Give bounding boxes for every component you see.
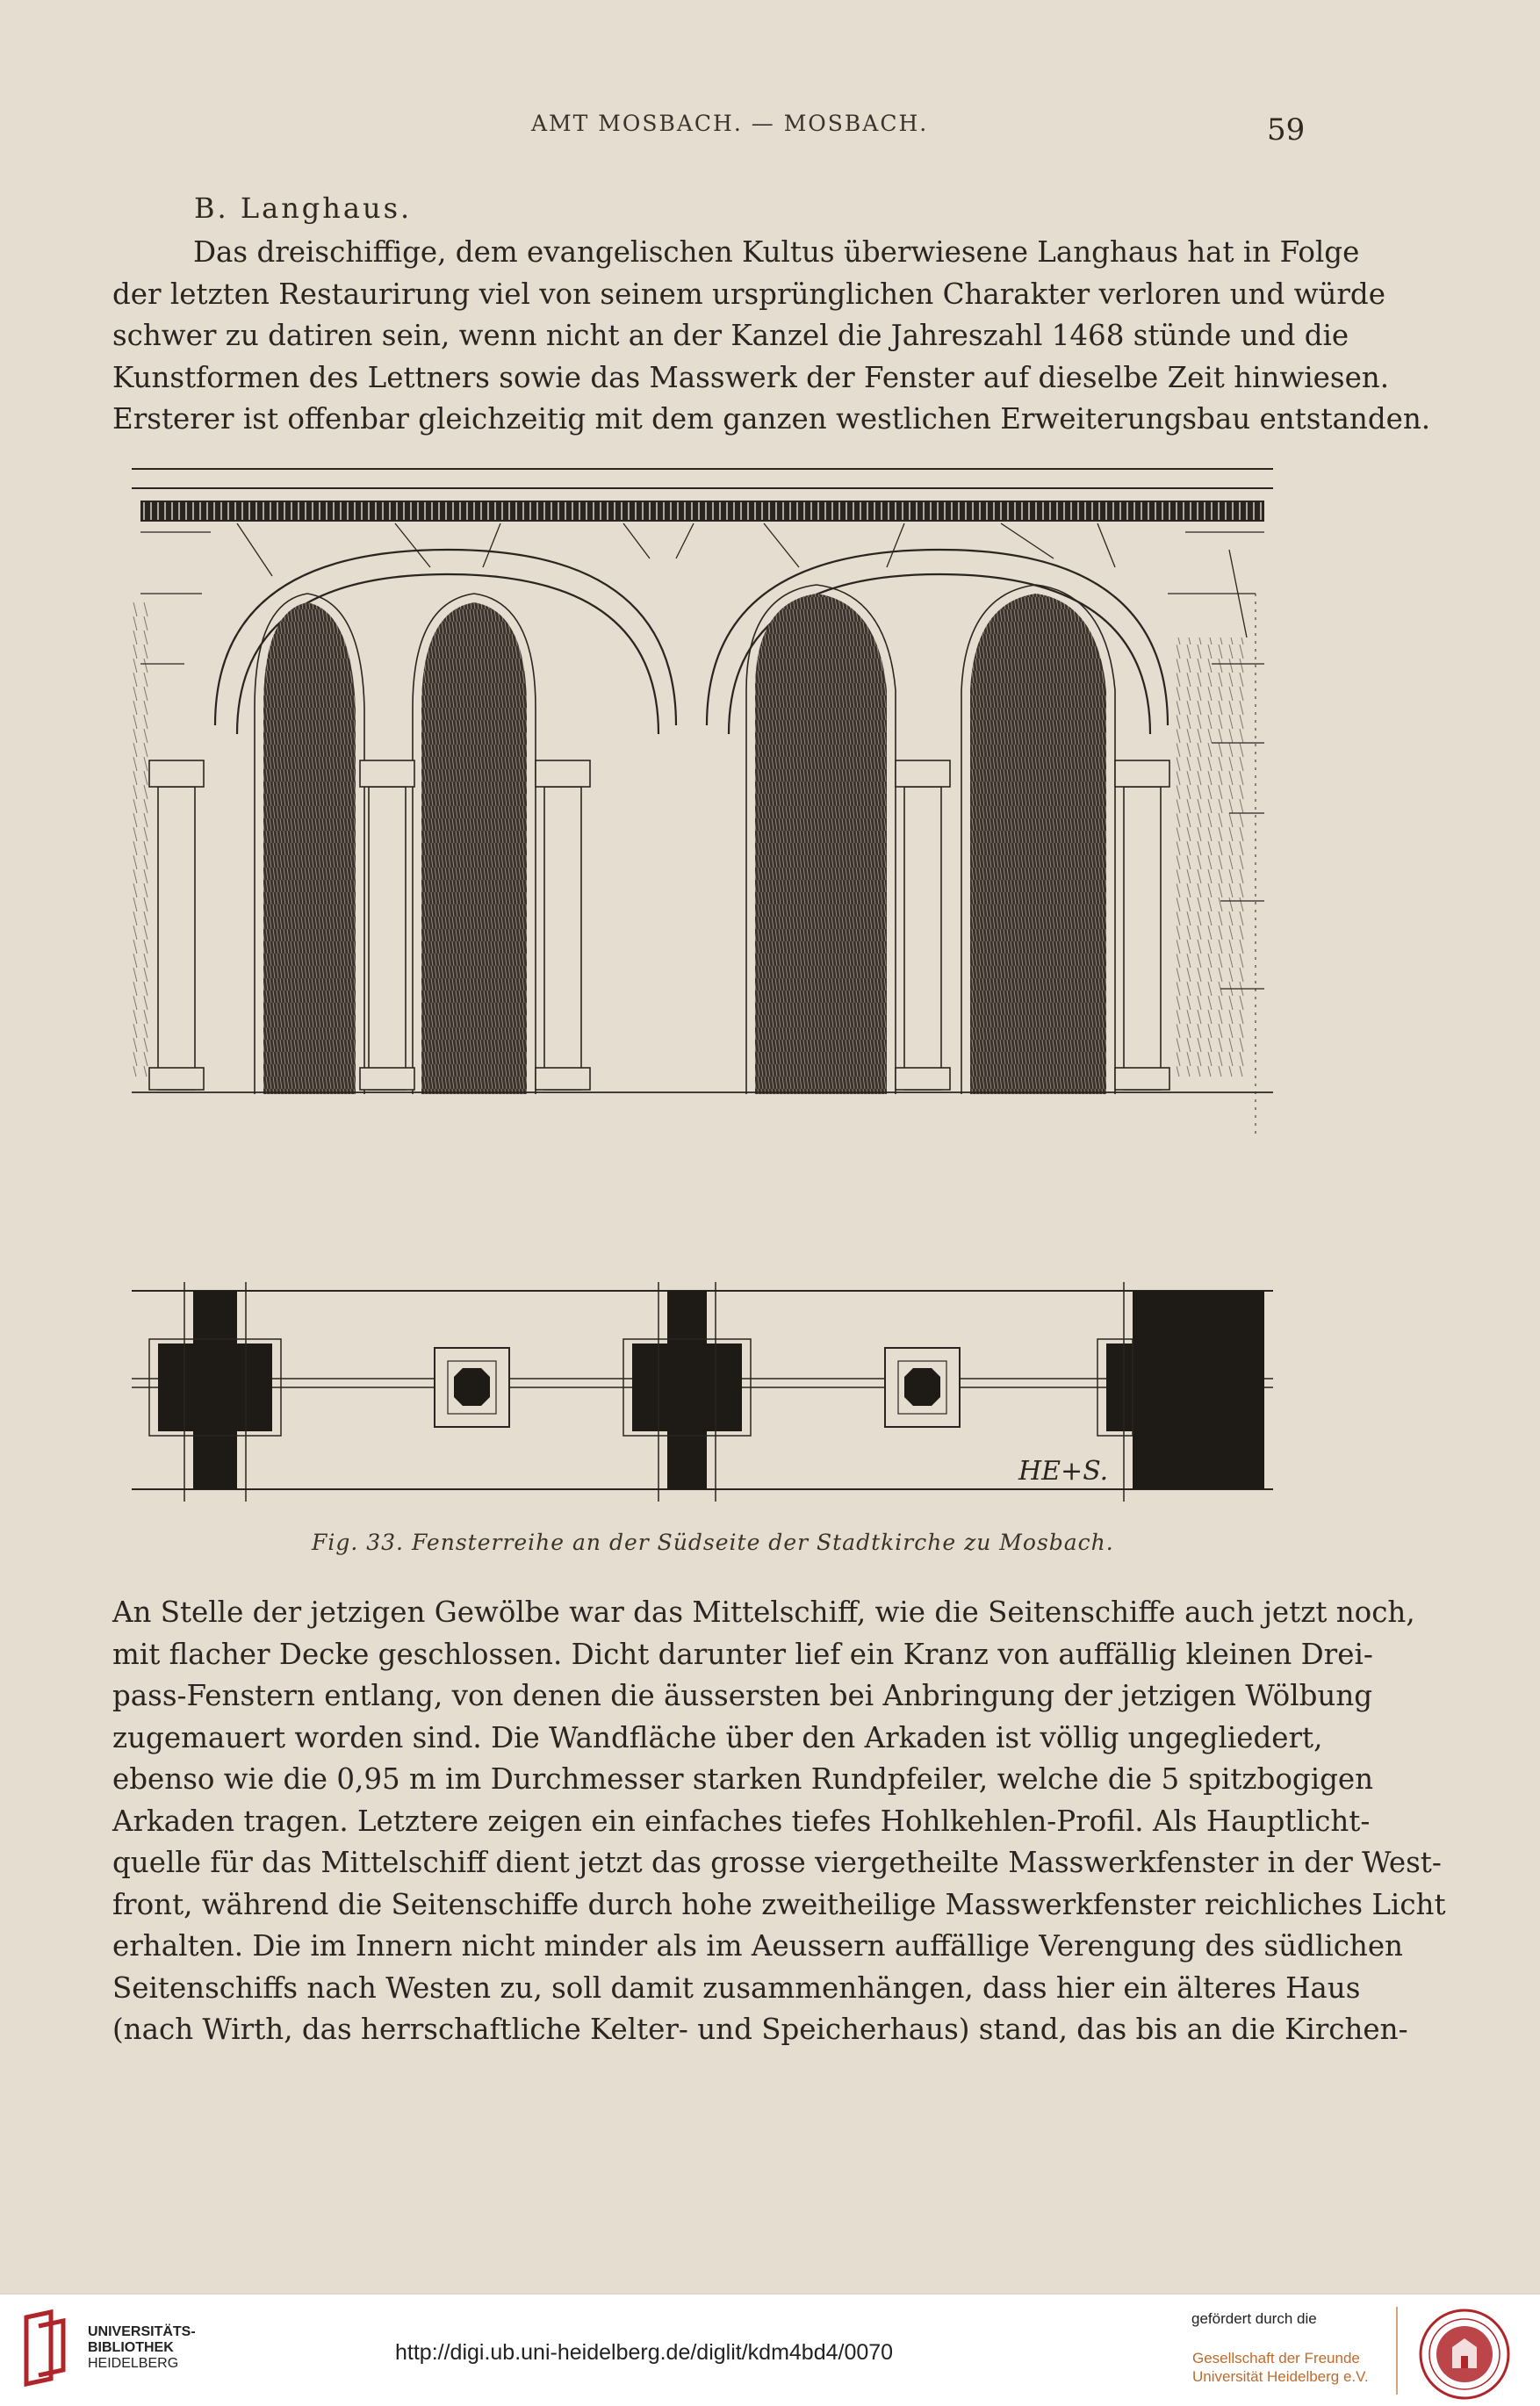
running-head: AMT MOSBACH. — MOSBACH. — [531, 111, 929, 136]
artist-signature: HE+S. — [1018, 1456, 1109, 1487]
library-name-line: UNIVERSITÄTS- — [88, 2324, 196, 2339]
section-heading: B. Langhaus. — [194, 191, 413, 225]
text-line: erhalten. Die im Innern nicht minder als im Aeussern auffällige Verengung des südlichen — [112, 1929, 1403, 1963]
text-line: Das dreischiffige, dem evangelischen Kultus überwiesene Langhaus hat in Folge — [193, 235, 1360, 269]
text-line: zugemauert worden sind. Die Wandfläche über den Arkaden ist völlig ungegliedert, — [112, 1720, 1323, 1754]
text-line: schwer zu datiren sein, wenn nicht an der Kanzel die Jahreszahl 1468 stünde und die — [112, 319, 1349, 352]
text-line: (nach Wirth, das herrschaftliche Kelter- und Speicherhaus) stand, das bis an die Kirchen- — [112, 2013, 1408, 2046]
text-line: Arkaden tragen. Letztere zeigen ein einfaches tiefes Hohlkehlen-Profil. Als Hauptlicht- — [112, 1804, 1371, 1838]
footer-divider — [1396, 2307, 1398, 2395]
sponsor-name-line: Gesellschaft der Freunde — [1192, 2350, 1360, 2366]
window-row-elevation-illustration — [132, 462, 1273, 1147]
library-footer — [0, 2294, 1540, 2406]
text-line: quelle für das Mittelschiff dient jetzt das grosse viergetheilte Masswerkfenster in der West- — [112, 1846, 1442, 1879]
text-line: Seitenschiffs nach Westen zu, soll damit zusammenhängen, dass hier ein älteres Haus — [112, 1970, 1361, 2005]
text-line: pass-Fenstern entlang, von denen die äussersten bei Anbringung der jetzigen Wölbung — [112, 1679, 1373, 1712]
text-line: der letzten Restaurirung viel von seinem ursprünglichen Charakter verloren und würde — [112, 277, 1385, 311]
text-line: An Stelle der jetzigen Gewölbe war das Mittelschiff, wie die Seitenschiffe auch jetzt noch, — [112, 1596, 1415, 1629]
sponsor-name-line: Universität Heidelberg e.V. — [1192, 2368, 1369, 2385]
text-line: Ersterer ist offenbar gleichzeitig mit dem ganzen westlichen Erweiterungsbau entstanden. — [112, 402, 1431, 436]
page-header — [0, 107, 1540, 160]
page-number: 59 — [1267, 112, 1306, 148]
paragraph-intro — [112, 232, 1431, 441]
library-name — [88, 2324, 196, 2372]
text-line: mit flacher Decke geschlossen. Dicht darunter lief ein Kranz von auffällig kleinen Drei- — [112, 1637, 1373, 1671]
text-line: front, während die Seitenschiffe durch hohe zweitheilige Masswerkfenster reichliches Licht — [112, 1887, 1446, 1921]
permalink-url[interactable]: http://digi.ub.uni-heidelberg.de/diglit/kdm4bd4/0070 — [395, 2340, 894, 2365]
text-line: Kunstformen des Lettners sowie das Masswerk der Fenster auf dieselbe Zeit hinwiesen. — [112, 360, 1390, 394]
paragraph-main — [112, 1592, 1446, 2051]
window-row-plan-illustration — [132, 1282, 1273, 1502]
library-name-line: BIBLIOTHEK — [88, 2340, 174, 2355]
figure-caption: Fig. 33. Fensterreihe an der Südseite der Stadtkirche zu Mosbach. — [312, 1530, 1114, 1555]
university-seal-icon[interactable] — [1417, 2307, 1512, 2402]
university-library-logo-icon[interactable] — [19, 2309, 74, 2388]
sponsor-name[interactable] — [1192, 2349, 1369, 2386]
sponsor-label: gefördert durch die — [1191, 2310, 1317, 2327]
library-city: HEIDELBERG — [88, 2356, 179, 2371]
text-line: ebenso wie die 0,95 m im Durchmesser starken Rundpfeiler, welche die 5 spitzbogigen — [112, 1762, 1374, 1796]
